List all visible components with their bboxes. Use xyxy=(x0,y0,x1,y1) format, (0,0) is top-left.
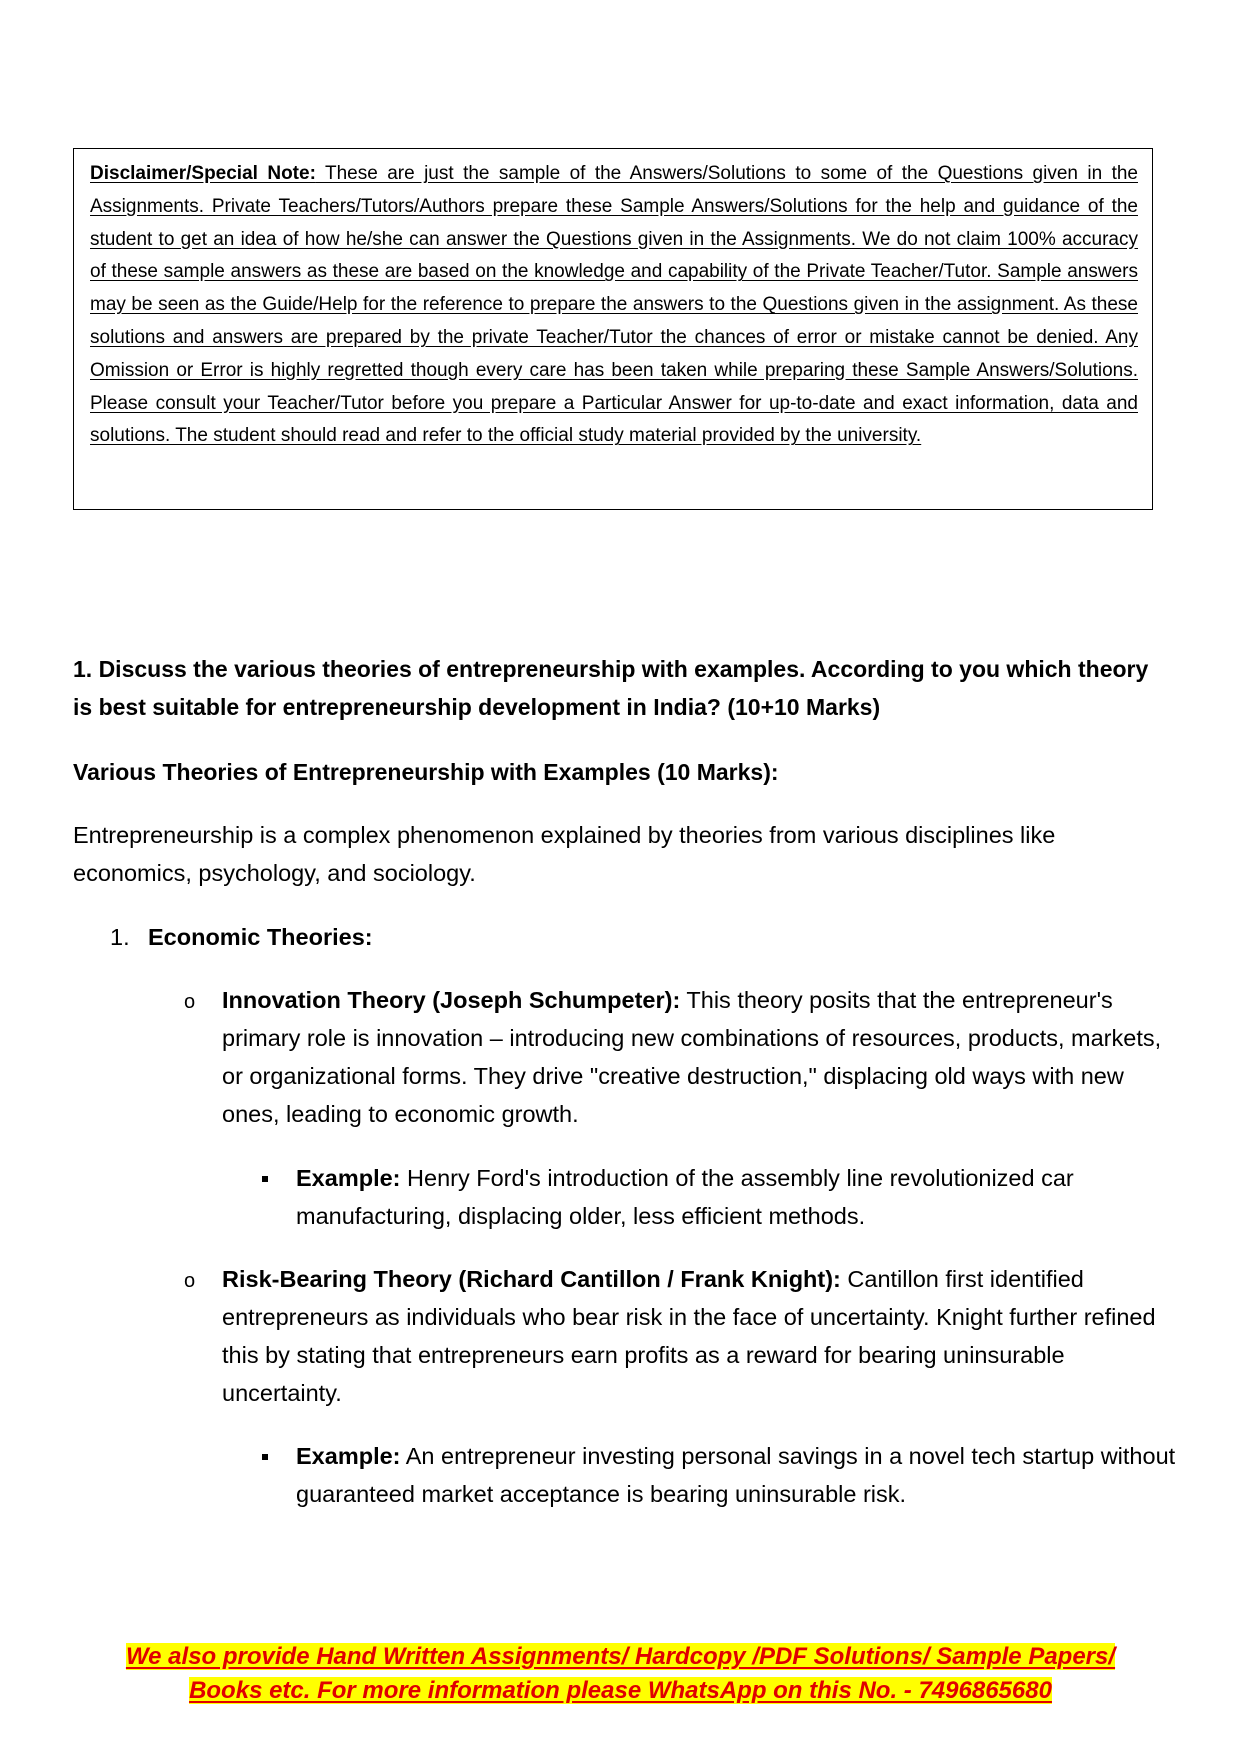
economic-theories-item xyxy=(110,918,373,956)
disclaimer-text: These are just the sample of the Answers/Solutions to some of the Questions given in the Assignments. Private Teachers/Tutors/Authors prepare these Sample Answers/Solutions for the help and guidance of the student to get an idea of how he/she can answer the Questions given in the Assignments. We do not claim 100% accuracy of these sample answers as these are based on the knowledge and capability of the Private Teacher/Tutor. Sample answers may be seen as the Guide/Help for the reference to prepare the answers to the Questions given in the assignment. As these solutions and answers are prepared by the private Teacher/Tutor the chances of error or mistake cannot be denied. Any Omission or Error is highly regretted though every care has been taken while preparing these Sample Answers/Solutions. Please consult your Teacher/Tutor before you prepare a Particular Answer for up-to-date and exact information, data and solutions. The student should read and refer to the official study material provided by the university. xyxy=(90,163,1138,447)
question-title: 1. Discuss the various theories of entrepreneurship with examples. According to you which theory is best suitable for entrepreneurship development in India? (10+10 Marks) xyxy=(73,656,1149,720)
circle-bullet-icon: o xyxy=(184,1270,196,1292)
theory-risk-bearing xyxy=(222,1260,1172,1412)
footer-line-2: Books etc. For more information please WhatsApp on this No. - 7496865680 xyxy=(189,1677,1052,1704)
example-text: An entrepreneur investing personal savings in a novel tech startup without guaranteed market acceptance is bearing uninsurable risk. xyxy=(296,1443,1176,1507)
example-label: Example: xyxy=(296,1165,401,1191)
theory-name: Innovation Theory (Joseph Schumpeter): xyxy=(222,987,681,1013)
disclaimer-box xyxy=(73,148,1153,510)
footer-line-1: We also provide Hand Written Assignments/ Hardcopy /PDF Solutions/ Sample Papers/ xyxy=(125,1643,1116,1670)
example-innovation xyxy=(296,1159,1176,1235)
example-label: Example: xyxy=(296,1443,401,1469)
disclaimer-label: Disclaimer/Special Note: xyxy=(90,163,316,184)
list-label: Economic Theories: xyxy=(148,924,373,950)
footer-promo xyxy=(0,1640,1241,1708)
section-intro: Entrepreneurship is a complex phenomenon explained by theories from various disciplines like economics, psychology, and sociology. xyxy=(73,822,1056,886)
circle-bullet-icon: o xyxy=(184,991,196,1013)
square-bullet-icon xyxy=(262,1176,268,1182)
square-bullet-icon xyxy=(262,1454,268,1460)
example-risk-bearing xyxy=(296,1437,1176,1513)
list-number: 1. xyxy=(110,924,130,950)
section-heading: Various Theories of Entrepreneurship with Examples (10 Marks): xyxy=(73,759,779,785)
theory-name: Risk-Bearing Theory (Richard Cantillon / Frank Knight): xyxy=(222,1266,841,1292)
theory-innovation xyxy=(222,981,1172,1133)
example-text: Henry Ford's introduction of the assembly line revolutionized car manufacturing, displacing older, less efficient methods. xyxy=(296,1165,1074,1229)
theory-text: This theory posits that the entrepreneur's primary role is innovation – introducing new combinations of resources, products, markets, or organizational forms. They drive "creative destruction," displacing old ways with new ones, leading to economic growth. xyxy=(222,987,1162,1127)
theory-text: Cantillon first identified entrepreneurs as individuals who bear risk in the face of uncertainty. Knight further refined this by stating that entrepreneurs earn profits as a reward for bearing uninsurable uncertainty. xyxy=(222,1266,1156,1406)
